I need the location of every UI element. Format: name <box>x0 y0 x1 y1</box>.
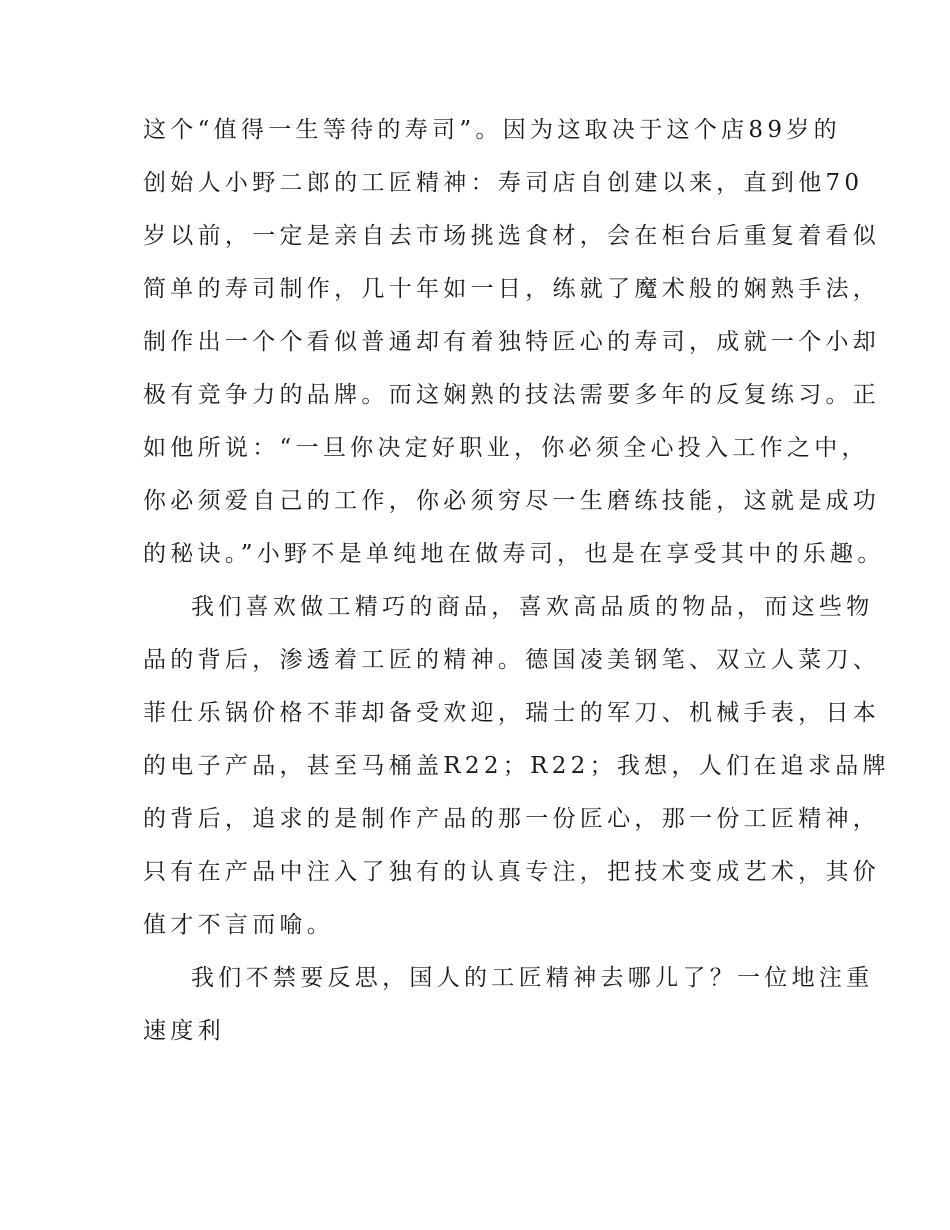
paragraph-1-line-8: 你必须爱自己的工作，你必须穷尽一生磨练技能，这就是成功 <box>143 488 881 514</box>
paragraph-1-line-6: 极有竞争力的品牌。而这娴熟的技法需要多年的反复练习。正 <box>143 382 881 408</box>
paragraph-2-line-2: 品的背后，渗透着工匠的精神。德国凌美钢笔、双立人菜刀、 <box>143 647 881 673</box>
paragraph-1-line-4: 简单的寿司制作，几十年如一日，练就了魔术般的娴熟手法， <box>143 276 881 302</box>
paragraph-2-line-4: 的电子产品，甚至马桶盖R22；R22；我想，人们在追求品牌 <box>143 753 890 779</box>
paragraph-1-line-5: 制作出一个个看似普通却有着独特匠心的寿司，成就一个小却 <box>143 329 881 355</box>
paragraph-1-line-3: 岁以前，一定是亲自去市场挑选食材，会在柜台后重复着看似 <box>143 223 881 249</box>
paragraph-2-line-1: 我们喜欢做工精巧的商品，喜欢高品质的物品，而这些物 <box>191 594 874 620</box>
paragraph-1-line-7: 如他所说：“一旦你决定好职业，你必须全心投入工作之中， <box>143 435 869 461</box>
paragraph-3-line-2: 速度利 <box>143 1018 225 1044</box>
paragraph-1-line-2: 创始人小野二郎的工匠精神：寿司店自创建以来，直到他70 <box>143 170 864 196</box>
paragraph-2-line-3: 菲仕乐锅价格不菲却备受欢迎，瑞士的军刀、机械手表，日本 <box>143 700 881 726</box>
paragraph-2-line-6: 只有在产品中注入了独有的认真专注，把技术变成艺术，其价 <box>143 859 881 885</box>
paragraph-2-line-5: 的背后，追求的是制作产品的那一份匠心，那一份工匠精神， <box>143 806 881 832</box>
paragraph-2-line-7: 值才不言而喻。 <box>143 912 335 938</box>
paragraph-1-line-9: 的秘诀。”小野不是单纯地在做寿司，也是在享受其中的乐趣。 <box>143 541 885 567</box>
paragraph-3-line-1: 我们不禁要反思，国人的工匠精神去哪儿了？一位地注重 <box>191 965 874 991</box>
paragraph-1-line-1: 这个“值得一生等待的寿司”。因为这取决于这个店89岁的 <box>143 117 841 143</box>
